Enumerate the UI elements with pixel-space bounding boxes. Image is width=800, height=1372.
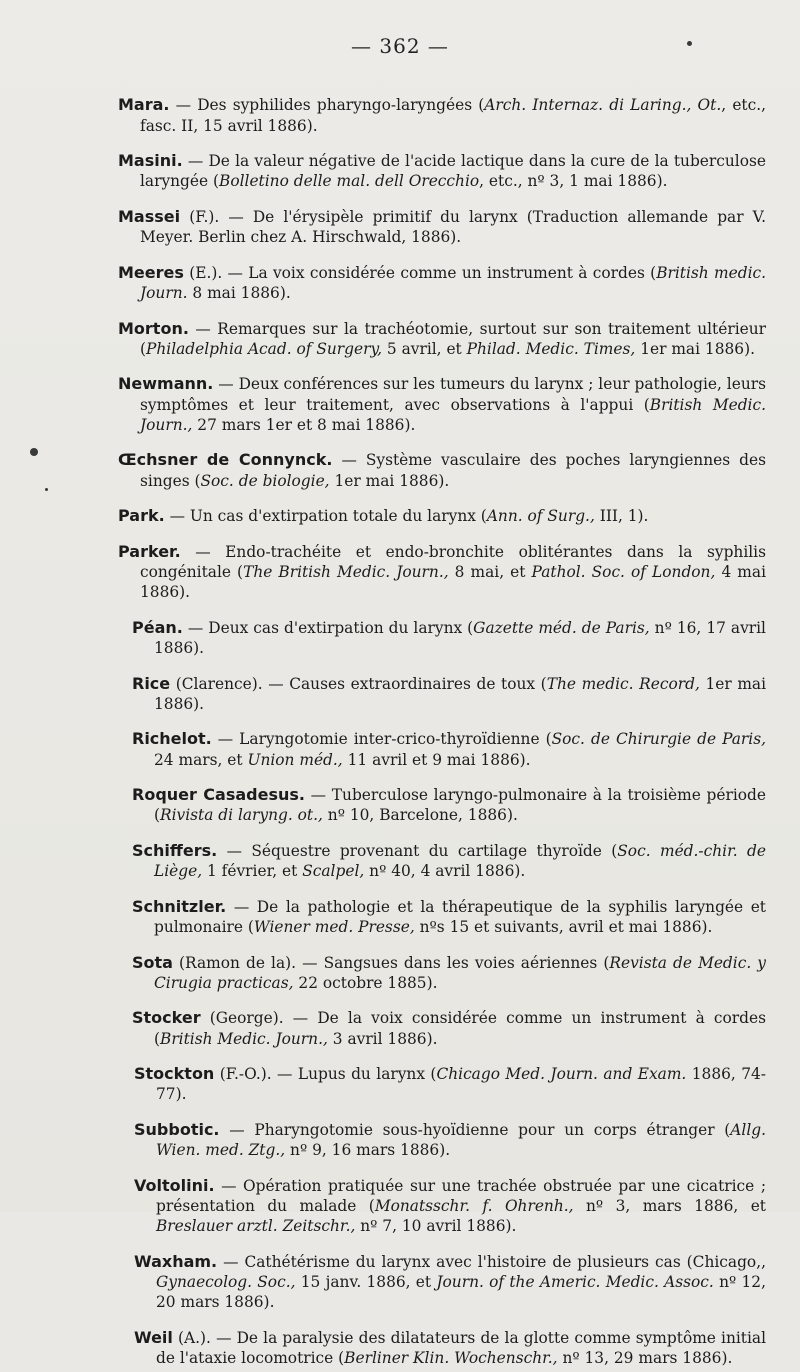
bibliography-entry: Schnitzler. — De la pathologie et la thérapeutique de la syphilis laryngée et pulmonaire (Wiener med. Presse, nºs 15 et suivants, avril et mai 1886). <box>132 896 766 936</box>
source-title: Arch. Internaz. di Laring., Ot. <box>484 96 722 115</box>
bibliography-entry: Rice (Clarence). — Causes extraordinaires de toux (The medic. Record, 1er mai 1886). <box>132 673 767 713</box>
bibliography-entry: Stocker (George). — De la voix considérée comme un instrument à cordes (British Medic. Journ., 3 avril 1886). <box>132 1008 766 1048</box>
bibliography-entry: Weil (A.). — De la paralysie des dilatateurs de la glotte comme symptôme initial de l'ataxie locomotrice (Berliner Klin. Wochenschr., nº 13, 29 mars 1886). <box>134 1327 766 1367</box>
source-title: Pathol. Soc. of London, <box>531 562 716 581</box>
page-number: — 362 — <box>351 34 449 58</box>
source-title: Chicago Med. Journ. and Exam. <box>436 1065 687 1084</box>
source-title: Soc. de Chirurgie de Paris, <box>551 730 767 749</box>
bibliography-entry: Péan. — Deux cas d'extirpation du larynx (Gazette méd. de Paris, nº 16, 17 avril 1886). <box>132 617 766 657</box>
source-title: Soc. méd.-chir. de Liège, <box>154 841 766 881</box>
bibliography-entry: Newmann. — Deux conférences sur les tumeurs du larynx ; leur pathologie, leurs symptômes et leur traitement, avec observations à l'appui (British Medic. Journ., 27 mars 1er et 8 mai 1886). <box>118 374 766 434</box>
author-name: Sota <box>132 952 173 972</box>
author-name: Mara. <box>118 95 170 115</box>
source-title: Ann. of Surg., <box>486 507 595 526</box>
author-name: Newmann. <box>118 374 214 394</box>
source-title: Gazette méd. de Paris, <box>473 618 650 637</box>
author-name: Meeres <box>118 262 184 282</box>
bibliography-entry: Sota (Ramon de la). — Sangsues dans les voies aériennes (Revista de Medic. y Cirugia practicas, 22 octobre 1885). <box>132 952 766 992</box>
author-name: Subbotic. <box>134 1119 220 1139</box>
source-title: The medic. Record, <box>546 674 700 693</box>
author-name: Péan. <box>132 617 183 637</box>
bibliography-entry: Subbotic. — Pharyngotomie sous-hyoïdienne pour un corps étranger (Allg. Wien. med. Ztg., nº 9, 16 mars 1886). <box>134 1119 766 1160</box>
author-name: Rice <box>132 673 171 693</box>
bibliography-entry: Massei (F.). — De l'érysipèle primitif du larynx (Traduction allemande par V. Meyer. Berlin chez A. Hirschwald, 1886). <box>118 206 766 247</box>
bibliography-entry: Park. — Un cas d'extirpation totale du larynx (Ann. of Surg., III, 1). <box>118 506 649 526</box>
source-title: Breslauer arztl. Zeitschr., <box>156 1217 356 1236</box>
author-name: Schiffers. <box>132 840 218 860</box>
bibliography-entry: Masini. — De la valeur négative de l'acide lactique dans la cure de la tuberculose laryngée (Bolletino delle mal. dell Orecchio, etc., nº 3, 1 mai 1886). <box>118 151 766 191</box>
bibliography-entry: Mara. — Des syphilides pharyngo-laryngées (Arch. Internaz. di Laring., Ot., etc., fasc. II, 15 avril 1886). <box>118 95 767 135</box>
bibliography-entry: Œchsner de Connynck. — Système vasculaire des poches laryngiennes des singes (Soc. de biologie, 1er mai 1886). <box>118 450 767 490</box>
author-name: Œchsner de Connynck. <box>118 450 333 470</box>
bibliography-entry: Morton. — Remarques sur la trachéotomie, surtout sur son traitement ultérieur (Philadelphia Acad. of Surgery, 5 avril, et Philad. Medic. Times, 1er mai 1886). <box>118 318 766 358</box>
source-title: British medic. Journ. <box>140 263 766 302</box>
author-name: Weil <box>134 1327 173 1347</box>
bibliography-entry: Schiffers. — Séquestre provenant du cartilage thyroïde (Soc. méd.-chir. de Liège, 1 février, et Scalpel, nº 40, 4 avril 1886). <box>132 840 766 881</box>
source-title: Revista de Medic. y Cirugia practicas, <box>154 953 766 992</box>
bibliography-list <box>118 80 766 1372</box>
author-name: Massei <box>118 206 181 226</box>
author-name: Roquer Casadesus. <box>132 785 305 805</box>
source-title: Wiener med. Presse, <box>253 917 415 936</box>
source-title: British Medic. Journ., <box>160 1029 328 1048</box>
bibliography-entry: Voltolini. — Opération pratiquée sur une trachée obstruée par une cicatrice ; présentation du malade (Monatsschr. f. Ohrenh., nº 3, mars 1886, et Breslauer arztl. Zeitschr., nº 7, 10 avril 1886). <box>134 1175 766 1236</box>
bibliography-entry: Stockton (F.-O.). — Lupus du larynx (Chicago Med. Journ. and Exam. 1886, 74-77). <box>134 1064 767 1104</box>
source-title: Monatsschr. f. Ohrenh., <box>374 1196 574 1215</box>
source-title: Journ. of the Americ. Medic. Assoc. <box>436 1272 714 1291</box>
author-name: Richelot. <box>132 729 212 749</box>
author-name: Stockton <box>134 1064 215 1084</box>
bibliography-entry: Waxham. — Cathétérisme du larynx avec l'histoire de plusieurs cas (Chicago,, Gynaecolog. Soc., 15 janv. 1886, et Journ. of the Americ. Medic. Assoc. nº 12, 20 mars 1886). <box>134 1251 766 1312</box>
source-title: Berliner Klin. Wochenschr., <box>344 1348 558 1367</box>
source-title: The British Medic. Journ., <box>243 562 449 581</box>
bibliography-entry: Meeres (E.). — La voix considérée comme un instrument à cordes (British medic. Journ. 8 mai 1886). <box>118 262 766 302</box>
source-title: Allg. Wien. med. Ztg., <box>156 1120 766 1160</box>
author-name: Morton. <box>118 318 189 338</box>
ink-speck <box>45 488 48 491</box>
ink-speck <box>30 448 38 456</box>
source-title: Philad. Medic. Times, <box>466 339 636 358</box>
author-name: Masini. <box>118 151 183 171</box>
source-title: Philadelphia Acad. of Surgery, <box>146 339 383 358</box>
bibliography-entry: Richelot. — Laryngotomie inter-crico-thyroïdienne (Soc. de Chirurgie de Paris, 24 mars, et Union méd., 11 avril et 9 mai 1886). <box>132 729 767 769</box>
source-title: Soc. de biologie, <box>200 471 330 490</box>
source-title: Scalpel, <box>302 862 365 881</box>
source-title: British Medic. Journ., <box>140 395 766 434</box>
author-name: Waxham. <box>134 1251 218 1271</box>
source-title: Gynaecolog. Soc., <box>156 1272 296 1291</box>
author-name: Voltolini. <box>134 1175 215 1195</box>
bibliography-entry: Roquer Casadesus. — Tuberculose laryngo-pulmonaire à la troisième période (Rivista di laryng. ot., nº 10, Barcelone, 1886). <box>132 785 766 825</box>
source-title: Union méd., <box>247 750 343 769</box>
source-title: Rivista di laryng. ot., <box>160 806 323 825</box>
author-name: Stocker <box>132 1008 201 1028</box>
bibliography-entry: Parker. — Endo-trachéite et endo-bronchite oblitérantes dans la syphilis congénitale (The British Medic. Journ., 8 mai, et Pathol. Soc. of London, 4 mai 1886). <box>118 541 766 602</box>
author-name: Schnitzler. <box>132 896 227 916</box>
author-name: Parker. <box>118 541 181 561</box>
author-name: Park. <box>118 506 165 526</box>
source-title: Bolletino delle mal. dell Orecchio <box>219 172 480 191</box>
ink-speck <box>687 41 692 46</box>
